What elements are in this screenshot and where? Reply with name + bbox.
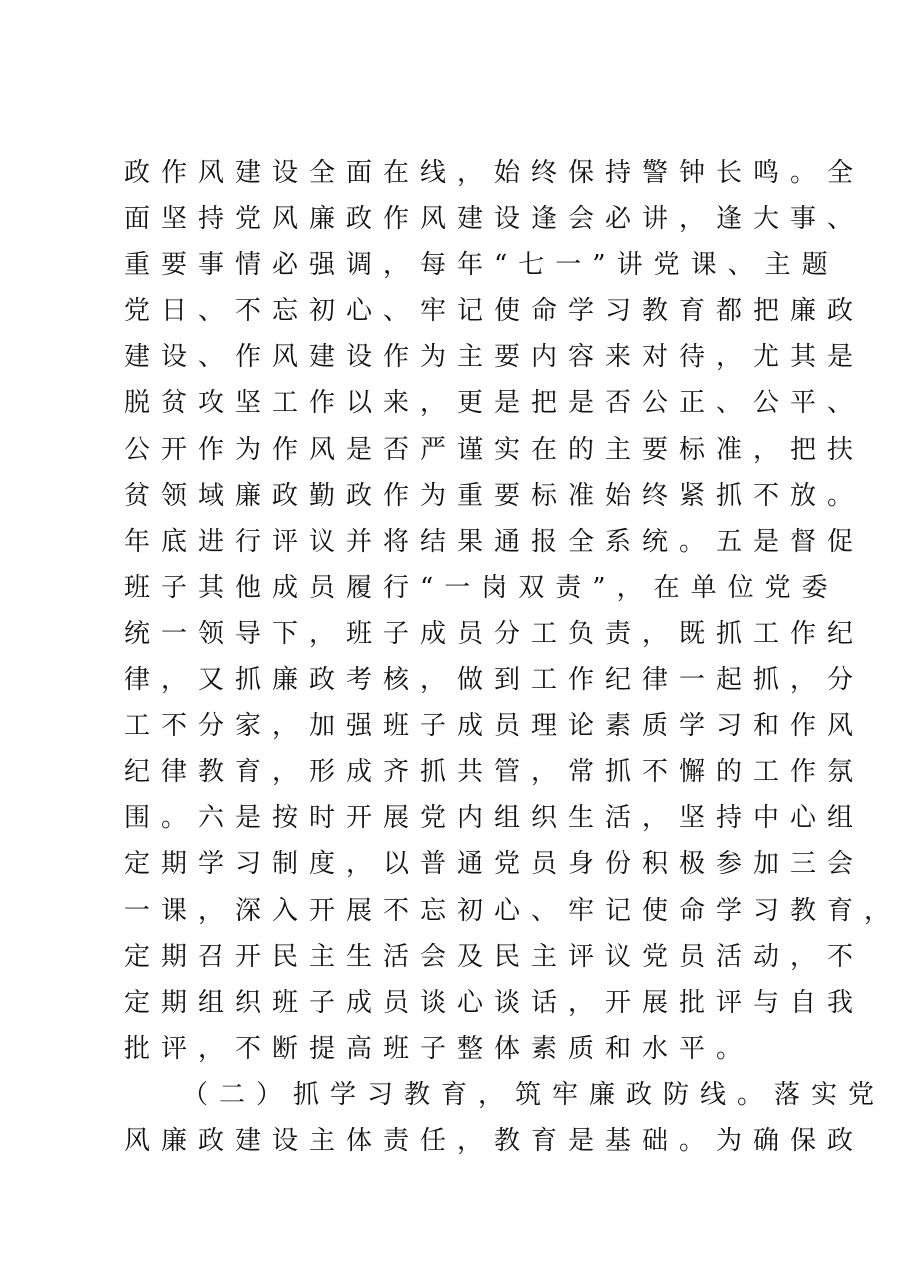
text-line: 面坚持党风廉政作风建设逢会必讲，逢大事、 — [124, 204, 865, 235]
text-line: 定期组织班子成员谈心谈话，开展批评与自我 — [124, 987, 865, 1018]
text-line: 贫领域廉政勤政作为重要标准始终紧抓不放。 — [124, 480, 865, 511]
text-line: 工不分家，加强班子成员理论素质学习和作风 — [124, 711, 865, 742]
text-line: 统一领导下，班子成员分工负责，既抓工作纪 — [124, 618, 865, 649]
body-text — [124, 150, 902, 1164]
text-line: 纪律教育，形成齐抓共管，常抓不懈的工作氛 — [124, 757, 865, 788]
text-line: 定期学习制度，以普通党员身份积极参加三会 — [124, 849, 865, 880]
text-line: 党日、不忘初心、牢记使命学习教育都把廉政 — [124, 296, 865, 327]
text-line: 公开作为作风是否严谨实在的主要标准，把扶 — [124, 434, 865, 465]
text-line: 脱贫攻坚工作以来，更是把是否公正、公平、 — [124, 388, 865, 419]
text-line: 政作风建设全面在线，始终保持警钟长鸣。全 — [124, 158, 865, 188]
text-line: 风廉政建设主体责任，教育是基础。为确保政 — [124, 1125, 865, 1156]
text-line: 年底进行评议并将结果通报全系统。五是督促 — [124, 526, 865, 557]
text-line: 重要事情必强调，每年“七一”讲党课、主题 — [124, 250, 839, 281]
text-line: 定期召开民主生活会及民主评议党员活动，不 — [124, 941, 865, 972]
text-line: 围。六是按时开展党内组织生活，坚持中心组 — [124, 803, 865, 834]
text-line: 律，又抓廉政考核，做到工作纪律一起抓，分 — [124, 665, 865, 696]
text-line: 批评，不断提高班子整体素质和水平。 — [124, 1033, 754, 1064]
text-line: 一课，深入开展不忘初心、牢记使命学习教育， — [124, 895, 902, 926]
text-line: 班子其他成员履行“一岗双责”，在单位党委 — [124, 572, 839, 603]
section-heading-line: （二）抓学习教育，筑牢廉政防线。落实党 — [182, 1079, 886, 1110]
text-line: 建设、作风建设作为主要内容来对待，尤其是 — [124, 342, 865, 373]
